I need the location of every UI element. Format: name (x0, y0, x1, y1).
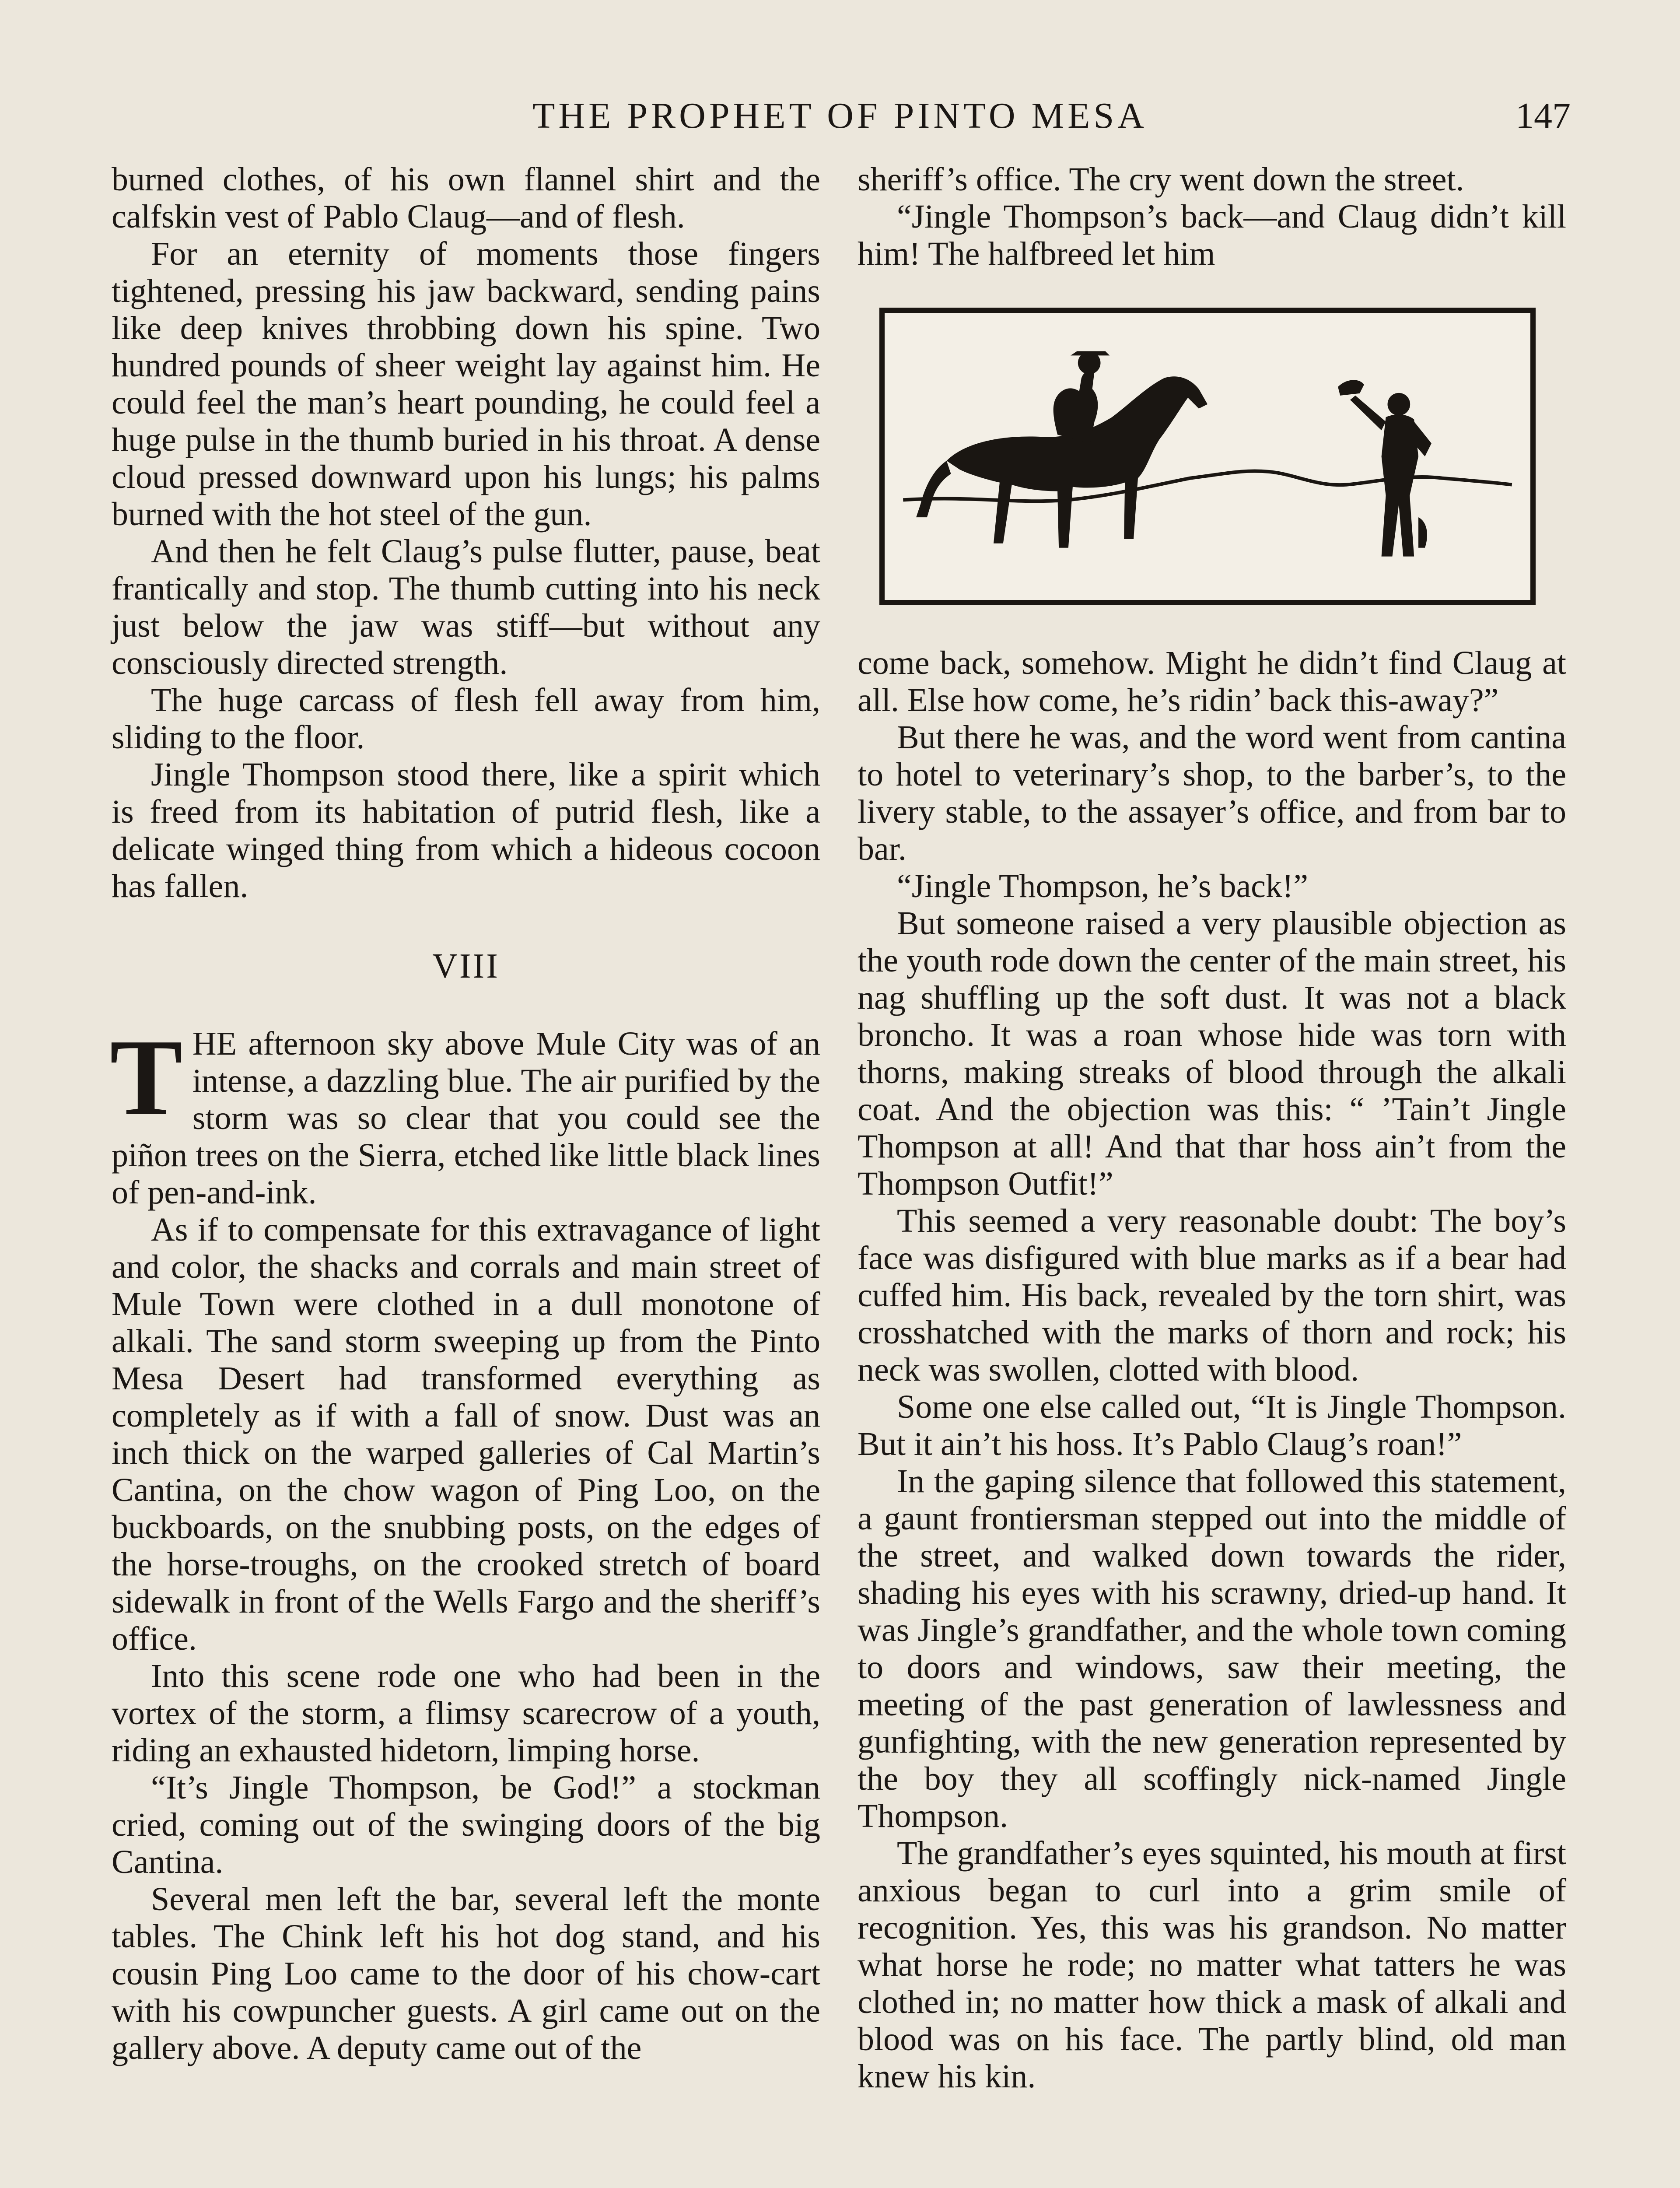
paragraph: Jingle Thompson stood there, like a spirit which is freed from its habitation of putrid flesh, like a delicate winged thing from which a hideous cocoon has fallen. (112, 756, 820, 905)
rider-and-man-illustration (885, 313, 1530, 600)
paragraph: The huge carcass of flesh fell away from him, sliding to the floor. (112, 682, 820, 756)
paragraph: This seemed a very reasonable doubt: The boy’s face was disfigured with blue marks as if a bear had cuffed him. His back, revealed by the torn shirt, was crosshatched with the marks of thorn and rock; his neck was swollen, clotted with blood. (858, 1203, 1566, 1388)
paragraph: The grandfather’s eyes squinted, his mouth at first anxious began to curl into a grim smile of recognition. Yes, this was his grandson. No matter what horse he rode; no matter what tatters he was clothed in; no matter how thick a mask of alkali and blood was on his face. The partly blind, old man knew his kin. (858, 1835, 1566, 2095)
horse-and-rider-figure (916, 351, 1208, 547)
paragraph: burned clothes, of his own flannel shirt and the calfskin vest of Pablo Claug—and of flesh. (112, 161, 820, 235)
paragraph: And then he felt Claug’s pulse flutter, pause, beat frantically and stop. The thumb cutting into his neck just below the jaw was stiff—but without any consciously directed strength. (112, 533, 820, 681)
paragraph: As if to compensate for this extravagance of light and color, the shacks and corrals and main street of Mule Town were clothed in a dull monotone of alkali. The sand storm sweeping up from the Pinto Mesa Desert had transformed everything as completely as if with a fall of snow. Dust was an inch thick on the warped galleries of Cal Martin’s Cantina, on the chow wagon of Ping Loo, on the buckboards, on the snubbing posts, on the edges of the horse-troughs, on the crooked stretch of board sidewalk in front of the Wells Fargo and the sheriff’s office. (112, 1211, 820, 1657)
paragraph: Some one else called out, “It is Jingle Thompson. But it ain’t his hoss. It’s Pablo Claug’s roan!” (858, 1389, 1566, 1462)
section-heading: VIII (432, 947, 500, 985)
woodcut-illustration (879, 308, 1536, 605)
paragraph: “Jingle Thompson, he’s back!” (897, 868, 1308, 905)
right-column (858, 161, 1566, 2095)
paragraph: For an eternity of moments those fingers tightened, pressing his jaw backward, sending pains like deep knives throbbing down his spine. Two hundred pounds of sheer weight lay against him. He could feel the man’s heart pounding, he could feel a huge pulse in the thumb buried in his throat. A dense cloud pressed downward upon his lungs; his palms burned with the hot steel of the gun. (112, 235, 820, 533)
paragraph: “Jingle Thompson’s back—and Claug didn’t kill him! The halfbreed let him (858, 198, 1566, 272)
paragraph: But someone raised a very plausible objection as the youth rode down the center of the main street, his nag shuffling up the soft dust. It was not a black broncho. It was a roan whose hide was torn with thorns, making streaks of blood through the alkali coat. And the objection was this: “ ’Tain’t Jingle Thompson at all! And that thar hoss ain’t from the Thompson Outfit!” (858, 905, 1566, 1202)
paragraph: But there he was, and the word went from cantina to hotel to veterinary’s shop, to the barber’s, to the livery stable, to the assayer’s office, and from bar to bar. (858, 719, 1566, 867)
paragraph: “It’s Jingle Thompson, be God!” a stockman cried, coming out of the swinging doors of the big Cantina. (112, 1769, 820, 1880)
left-column (112, 161, 820, 2067)
standing-man-figure (1338, 380, 1432, 556)
running-title: THE PROPHET OF PINTO MESA (532, 95, 1148, 136)
page-header (109, 90, 1571, 142)
paragraph-with-drop-cap (110, 1017, 820, 1211)
paragraph: come back, somehow. Might he didn’t find Claug at all. Else how come, he’s ridin’ back this-away?” (858, 645, 1566, 719)
paragraph: In the gaping silence that followed this statement, a gaunt frontiersman stepped out into the middle of the street, and walked down towards the rider, shading his eyes with his scrawny, dried-up hand. It was Jingle’s grandfather, and the whole town coming to doors and windows, saw their meeting, the meeting of the past generation of lawlessness and gunfighting, with the new generation represented by the boy they all scoffingly nick-named Jingle Thompson. (858, 1463, 1566, 1834)
page-number: 147 (1516, 95, 1571, 136)
paragraph-text: HE afternoon sky above Mule City was of an intense, a dazzling blue. The air purified by the storm was so clear that you could see the piñon trees on the Sierra, etched like little black lines of pen-and-ink. (112, 1025, 820, 1211)
drop-cap: T (110, 1017, 183, 1138)
paragraph: Several men left the bar, several left the monte tables. The Chink left his hot dog stand, and his cousin Ping Loo came to the door of his chow-cart with his cowpuncher guests. A girl came out on the gallery above. A deputy came out of the (112, 1881, 820, 2066)
paragraph: Into this scene rode one who had been in the vortex of the storm, a flimsy scarecrow of a youth, riding an exhausted hidetorn, limping horse. (112, 1658, 820, 1769)
paragraph: sheriff’s office. The cry went down the street. (858, 161, 1464, 198)
